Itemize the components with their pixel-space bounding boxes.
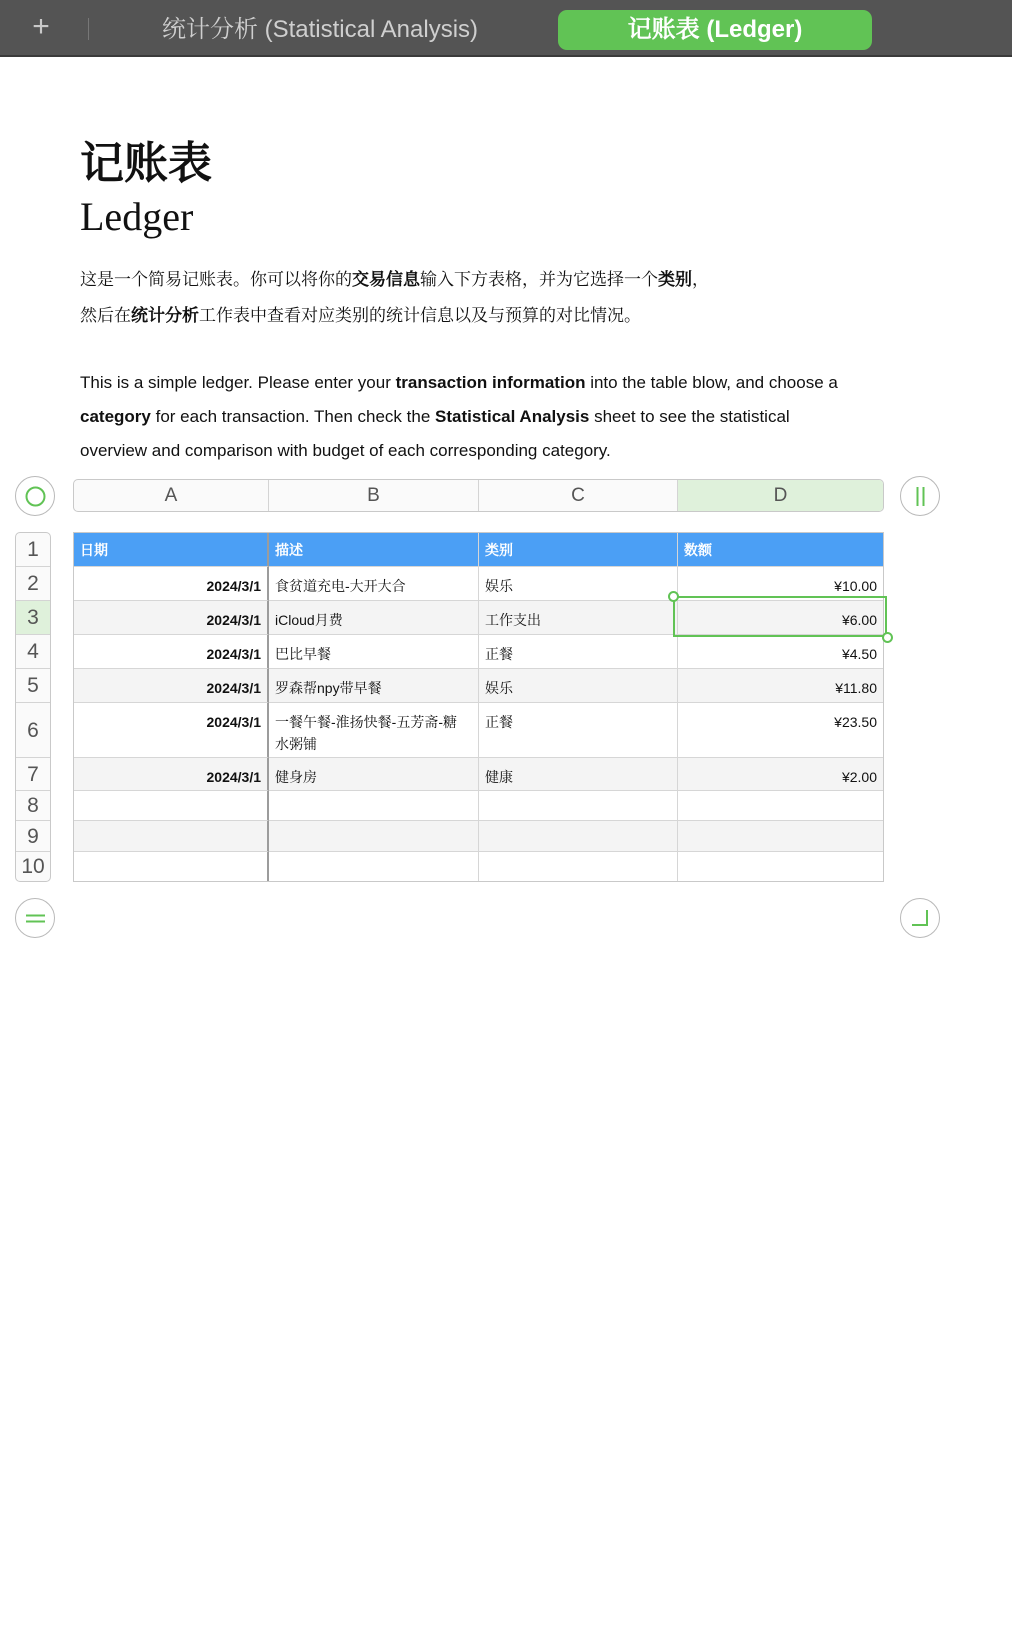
header-cell-amount[interactable]: 数额 <box>678 533 883 567</box>
resize-table-handle[interactable] <box>900 898 940 938</box>
cell-description[interactable]: 健身房 <box>269 758 479 791</box>
page-title-zh: 记账表 <box>80 138 212 189</box>
cell-description[interactable]: 罗森帮npy带早餐 <box>269 669 479 703</box>
cell-amount[interactable] <box>678 852 883 881</box>
intro-en-text: into the table blow, and choose a <box>585 373 838 392</box>
row-header-1[interactable]: 1 <box>16 533 50 567</box>
intro-zh-bold: 交易信息 <box>352 270 420 289</box>
add-sheet-button[interactable]: + <box>32 10 50 43</box>
cell-date[interactable]: 2024/3/1 <box>74 758 269 791</box>
row-header-10[interactable]: 10 <box>21 855 45 878</box>
row-header-3[interactable]: 3 <box>16 601 50 635</box>
cell-description[interactable]: iCloud月费 <box>269 601 479 635</box>
cell-category[interactable]: 工作支出 <box>479 601 678 635</box>
header-cell-date[interactable]: 日期 <box>74 533 269 567</box>
intro-en-text: sheet to see the statistical overview and comparison with budget of each corresponding category. <box>80 407 790 460</box>
add-column-handle[interactable] <box>900 476 940 516</box>
cell-date[interactable]: 2024/3/1 <box>74 635 269 669</box>
header-cell-description[interactable]: 描述 <box>269 533 479 567</box>
add-row-handle[interactable] <box>15 898 55 938</box>
circle-icon <box>16 477 56 517</box>
cell-date[interactable] <box>74 852 269 881</box>
cell-amount[interactable]: ¥4.50 <box>678 635 883 669</box>
cell-category[interactable] <box>479 821 678 852</box>
cell-category[interactable]: 健康 <box>479 758 678 791</box>
tab-divider <box>88 18 89 40</box>
intro-en-bold: Statistical Analysis <box>435 407 590 426</box>
row-header-2[interactable]: 2 <box>16 567 50 601</box>
cell-date[interactable]: 2024/3/1 <box>74 601 269 635</box>
cell-description[interactable]: 巴比早餐 <box>269 635 479 669</box>
intro-zh-line2 <box>80 298 800 334</box>
cell-date[interactable] <box>74 821 269 852</box>
row-header-7[interactable]: 7 <box>16 758 50 791</box>
intro-zh-text: ， <box>692 270 709 289</box>
intro-text-en <box>80 366 840 468</box>
header-cell-category[interactable]: 类别 <box>479 533 678 567</box>
intro-text-zh <box>80 262 800 334</box>
cell-date[interactable] <box>74 791 269 821</box>
intro-en-text: This is a simple ledger. Please enter your <box>80 373 396 392</box>
corner-icon <box>901 899 941 939</box>
ledger-table <box>73 532 884 882</box>
cell-description[interactable]: 食贫道充电-大开大合 <box>269 567 479 601</box>
cell-category[interactable] <box>479 852 678 881</box>
intro-zh-text: 工作表中查看对应类别的统计信息以及与预算的对比情况。 <box>199 306 641 325</box>
table-select-handle[interactable] <box>15 476 55 516</box>
page-title-en: Ledger <box>80 194 194 239</box>
cell-description[interactable]: 一餐午餐-淮扬快餐-五芳斋-糖水粥铺 <box>269 703 479 758</box>
row-header-bar <box>15 532 51 882</box>
intro-zh-bold: 类别 <box>658 270 692 289</box>
double-line-icon <box>16 899 56 939</box>
sheet-tab-bar <box>0 0 1012 57</box>
intro-zh-text: 输入下方表格，并为它选择一个 <box>420 270 658 289</box>
column-header-c[interactable]: C <box>479 480 678 511</box>
cell-amount[interactable]: ¥11.80 <box>678 669 883 703</box>
tab-statistical-analysis[interactable]: 统计分析 (Statistical Analysis) <box>161 16 479 43</box>
cell-date[interactable]: 2024/3/1 <box>74 567 269 601</box>
cell-date[interactable]: 2024/3/1 <box>74 703 269 758</box>
column-header-bar <box>73 479 884 512</box>
row-header-6[interactable]: 6 <box>16 703 50 758</box>
cell-description[interactable] <box>269 852 479 881</box>
intro-zh-text: 这是一个简易记账表。你可以将你的 <box>80 270 352 289</box>
cell-category[interactable]: 娱乐 <box>479 669 678 703</box>
cell-date[interactable]: 2024/3/1 <box>74 669 269 703</box>
cell-amount[interactable]: ¥23.50 <box>678 703 883 758</box>
row-header-8[interactable]: 8 <box>16 791 50 821</box>
cell-category[interactable]: 娱乐 <box>479 567 678 601</box>
intro-en-text: for each transaction. Then check the <box>150 407 436 426</box>
cell-amount[interactable] <box>678 791 883 821</box>
cell-amount[interactable]: ¥6.00 <box>678 601 883 635</box>
column-header-d[interactable]: D <box>678 480 883 511</box>
cell-category[interactable] <box>479 791 678 821</box>
row-header-5[interactable]: 5 <box>16 669 50 703</box>
cell-amount[interactable]: ¥2.00 <box>678 758 883 791</box>
column-header-a[interactable]: A <box>74 480 269 511</box>
cell-amount[interactable] <box>678 821 883 852</box>
intro-en-bold: category <box>80 407 151 426</box>
row-header-4[interactable]: 4 <box>16 635 50 669</box>
intro-en-bold: transaction information <box>395 373 586 392</box>
column-header-b[interactable]: B <box>269 480 479 511</box>
cell-description[interactable] <box>269 821 479 852</box>
cell-category[interactable]: 正餐 <box>479 703 678 758</box>
cell-description[interactable] <box>269 791 479 821</box>
row-header-9[interactable]: 9 <box>16 821 50 852</box>
tab-ledger[interactable]: 记账表 (Ledger) <box>558 10 872 50</box>
selection-handle-top[interactable] <box>668 591 679 602</box>
intro-zh-line1 <box>80 262 800 298</box>
intro-zh-text: 然后在 <box>80 306 131 325</box>
double-bar-icon <box>901 477 941 517</box>
intro-zh-bold: 统计分析 <box>131 306 199 325</box>
cell-category[interactable]: 正餐 <box>479 635 678 669</box>
cell-amount[interactable]: ¥10.00 <box>678 567 883 601</box>
selection-handle-bottom[interactable] <box>882 632 893 643</box>
